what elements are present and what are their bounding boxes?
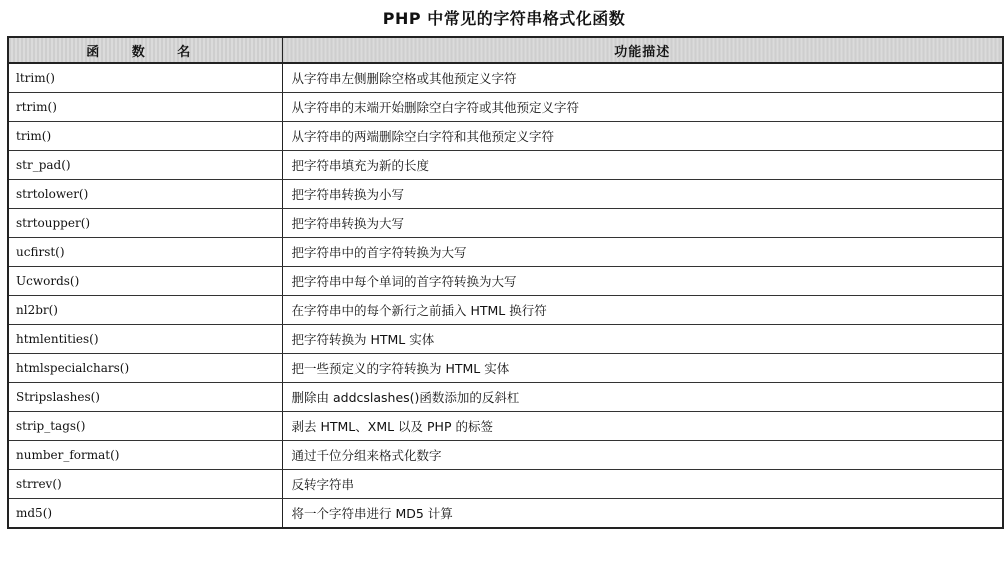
table-row — [8, 325, 1003, 354]
header-description: 功能描述 — [282, 37, 1003, 63]
description-cell: 把一些预定义的字符转换为 HTML 实体 — [282, 354, 1003, 383]
function-name-cell: strip_tags() — [8, 412, 282, 441]
function-name-cell: strrev() — [8, 470, 282, 499]
function-name-cell: number_format() — [8, 441, 282, 470]
table-row — [8, 499, 1003, 529]
table-row — [8, 267, 1003, 296]
description-cell: 把字符串中的首字符转换为大写 — [282, 238, 1003, 267]
description-cell: 把字符串转换为小写 — [282, 180, 1003, 209]
table-row — [8, 441, 1003, 470]
header-row — [8, 37, 1003, 63]
description-cell: 从字符串的两端删除空白字符和其他预定义字符 — [282, 122, 1003, 151]
description-cell: 从字符串左侧删除空格或其他预定义字符 — [282, 63, 1003, 93]
table-row — [8, 412, 1003, 441]
table-row — [8, 151, 1003, 180]
table-row — [8, 238, 1003, 267]
table-row — [8, 209, 1003, 238]
description-cell: 把字符串转换为大写 — [282, 209, 1003, 238]
function-name-cell: rtrim() — [8, 93, 282, 122]
description-cell: 删除由 addcslashes()函数添加的反斜杠 — [282, 383, 1003, 412]
description-cell: 把字符转换为 HTML 实体 — [282, 325, 1003, 354]
description-cell: 通过千位分组来格式化数字 — [282, 441, 1003, 470]
table-row — [8, 122, 1003, 151]
function-name-cell: ltrim() — [8, 63, 282, 93]
function-name-cell: md5() — [8, 499, 282, 529]
table-header — [8, 37, 1003, 63]
table-row — [8, 180, 1003, 209]
table-body — [8, 63, 1003, 528]
description-cell: 反转字符串 — [282, 470, 1003, 499]
description-cell: 把字符串中每个单词的首字符转换为大写 — [282, 267, 1003, 296]
function-name-cell: htmlspecialchars() — [8, 354, 282, 383]
function-name-cell: nl2br() — [8, 296, 282, 325]
function-name-cell: strtoupper() — [8, 209, 282, 238]
table-row — [8, 296, 1003, 325]
table-row — [8, 383, 1003, 412]
table-row — [8, 354, 1003, 383]
description-cell: 剥去 HTML、XML 以及 PHP 的标签 — [282, 412, 1003, 441]
table-caption: PHP 中常见的字符串格式化函数 — [382, 9, 626, 28]
function-name-cell: Ucwords() — [8, 267, 282, 296]
function-name-cell: strtolower() — [8, 180, 282, 209]
string-functions-table — [7, 36, 1004, 529]
table-row — [8, 63, 1003, 93]
description-cell: 从字符串的末端开始删除空白字符或其他预定义字符 — [282, 93, 1003, 122]
header-function-name: 函 数 名 — [8, 37, 282, 63]
description-cell: 把字符串填充为新的长度 — [282, 151, 1003, 180]
description-cell: 在字符串中的每个新行之前插入 HTML 换行符 — [282, 296, 1003, 325]
table-row — [8, 470, 1003, 499]
function-name-cell: htmlentities() — [8, 325, 282, 354]
function-name-cell: trim() — [8, 122, 282, 151]
function-name-cell: ucfirst() — [8, 238, 282, 267]
function-name-cell: str_pad() — [8, 151, 282, 180]
function-name-cell: Stripslashes() — [8, 383, 282, 412]
description-cell: 将一个字符串进行 MD5 计算 — [282, 499, 1003, 529]
table-row — [8, 93, 1003, 122]
